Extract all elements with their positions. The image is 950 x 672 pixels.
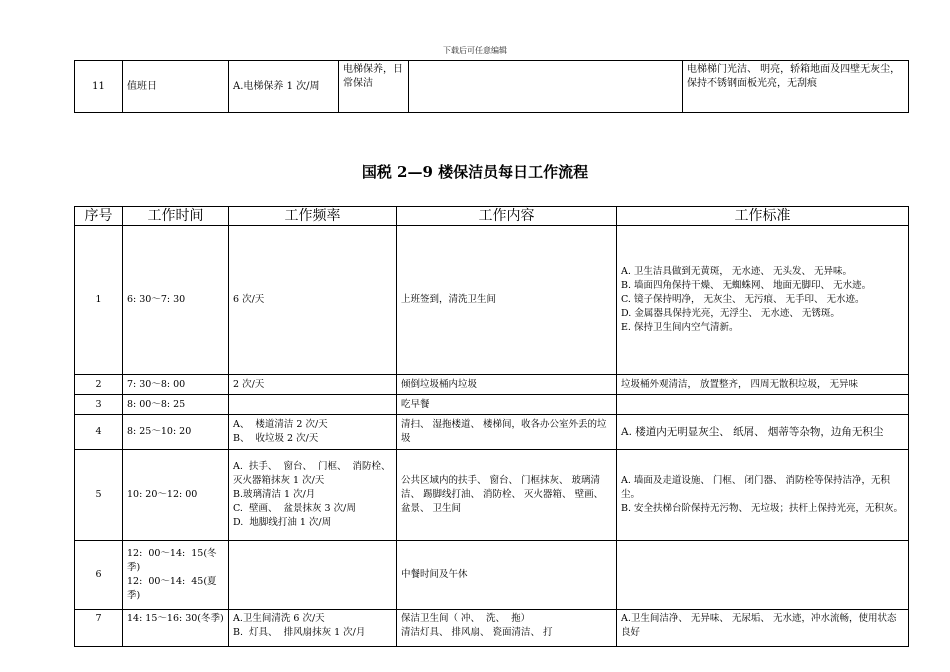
- cell-standard: [617, 395, 909, 415]
- cell-frequency: A.电梯保养 1 次/周: [229, 61, 339, 113]
- column-header-content: 工作内容: [397, 207, 617, 226]
- column-header-frequency: 工作频率: [229, 207, 397, 226]
- cell-no: 5: [75, 450, 123, 541]
- cell-time: 10: 20～12: 00: [123, 450, 229, 541]
- cell-frequency: [229, 541, 397, 610]
- cell-time: 14: 15～16: 30(冬季): [123, 610, 229, 647]
- cell-time: 12: 00～14: 15(冬季) 12: 00～14: 45(夏季): [123, 541, 229, 610]
- table-row: [75, 541, 909, 610]
- cell-frequency: A. 扶手、 窗台、 门框、 消防栓、 灭火器箱抹灰 1 次/天 B.玻璃清洁 1 次/月 C. 壁画、 盆景抹灰 3 次/周 D. 地脚线打油 1 次/周: [229, 450, 397, 541]
- cell-time: 8: 00～8: 25: [123, 395, 229, 415]
- table-row: [75, 226, 909, 375]
- cell-content: 电梯保养，日常保洁: [339, 61, 409, 113]
- cell-frequency: [229, 395, 397, 415]
- column-header-standard: 工作标准: [617, 207, 909, 226]
- cell-no: 3: [75, 395, 123, 415]
- cell-content-extra: [409, 61, 683, 113]
- cell-time: 值班日: [123, 61, 229, 113]
- cell-frequency: 6 次/天: [229, 226, 397, 375]
- cell-time: 8: 25～10: 20: [123, 415, 229, 450]
- table-header-row: [75, 207, 909, 226]
- table-row: [75, 375, 909, 395]
- page-title: 国税 2—9 楼保洁员每日工作流程: [361, 163, 589, 181]
- cell-content: 中餐时间及午休: [397, 541, 617, 610]
- column-header-time: 工作时间: [123, 207, 229, 226]
- cell-standard: [617, 541, 909, 610]
- cell-no: 2: [75, 375, 123, 395]
- cell-frequency: A、 楼道清洁 2 次/天 B、 收垃圾 2 次/天: [229, 415, 397, 450]
- cell-content: 上班签到，清洗卫生间: [397, 226, 617, 375]
- cell-no: 7: [75, 610, 123, 647]
- cell-standard: A. 楼道内无明显灰尘、 纸屑、 烟蒂等杂物，边角无积尘: [617, 415, 909, 450]
- table-row: [75, 415, 909, 450]
- workflow-table: [74, 206, 909, 647]
- previous-table-continuation: [74, 60, 909, 113]
- cell-no: 11: [75, 61, 123, 113]
- cell-standard: 垃圾桶外观清洁， 放置整齐， 四周无散积垃圾， 无异味: [617, 375, 909, 395]
- column-header-no: 序号: [75, 207, 123, 226]
- table-row: [75, 395, 909, 415]
- cell-time: 6: 30～7: 30: [123, 226, 229, 375]
- cell-content: 倾倒垃圾桶内垃圾: [397, 375, 617, 395]
- cell-no: 1: [75, 226, 123, 375]
- cell-no: 4: [75, 415, 123, 450]
- cell-standard: A. 墙面及走道设施、 门框、 闭门器、 消防栓等保持洁净，无积尘。 B. 安全扶梯台阶保持无污物、 无垃圾；扶杆上保持光亮，无积灰。: [617, 450, 909, 541]
- cell-standard: 电梯梯门光洁、 明亮，轿箱地面及四壁无灰尘，保持不锈钢面板光亮，无刮痕: [683, 61, 909, 113]
- cell-standard: A.卫生间洁净、 无异味、 无尿垢、 无水迹，冲水流畅，使用状态良好: [617, 610, 909, 647]
- cell-content: 吃早餐: [397, 395, 617, 415]
- table-row: [75, 610, 909, 647]
- cell-time: 7: 30～8: 00: [123, 375, 229, 395]
- table-row: [75, 61, 909, 113]
- cell-content: 保洁卫生间（ 冲、 洗、 拖） 清洁灯具、 排风扇、 瓷面清洁、 打: [397, 610, 617, 647]
- table-row: [75, 450, 909, 541]
- cell-content: 公共区域内的扶手、 窗台、 门框抹灰、 玻璃清洁、 踢脚线打油、 消防栓、 灭火器箱、 壁画、 盆景、 卫生间: [397, 450, 617, 541]
- header-note: 下载后可任意编辑: [443, 46, 507, 55]
- cell-no: 6: [75, 541, 123, 610]
- cell-standard: A. 卫生洁具做到无黄斑， 无水迹、 无头发、 无异味。 B. 墙面四角保持干燥、 无蜘蛛网、 地面无脚印、 无水迹。 C. 镜子保持明净， 无灰尘、 无污痕、 无手印、 无水迹。 D. 金属器具保持光亮，无浮尘、 无水迹、 无锈斑。 E. 保持卫生间内空气清新。: [617, 226, 909, 375]
- cell-frequency: A.卫生间清洗 6 次/天 B. 灯具、 排风扇抹灰 1 次/月: [229, 610, 397, 647]
- cell-frequency: 2 次/天: [229, 375, 397, 395]
- cell-content: 清扫、 湿拖楼道、 楼梯间，收各办公室外丢的垃圾: [397, 415, 617, 450]
